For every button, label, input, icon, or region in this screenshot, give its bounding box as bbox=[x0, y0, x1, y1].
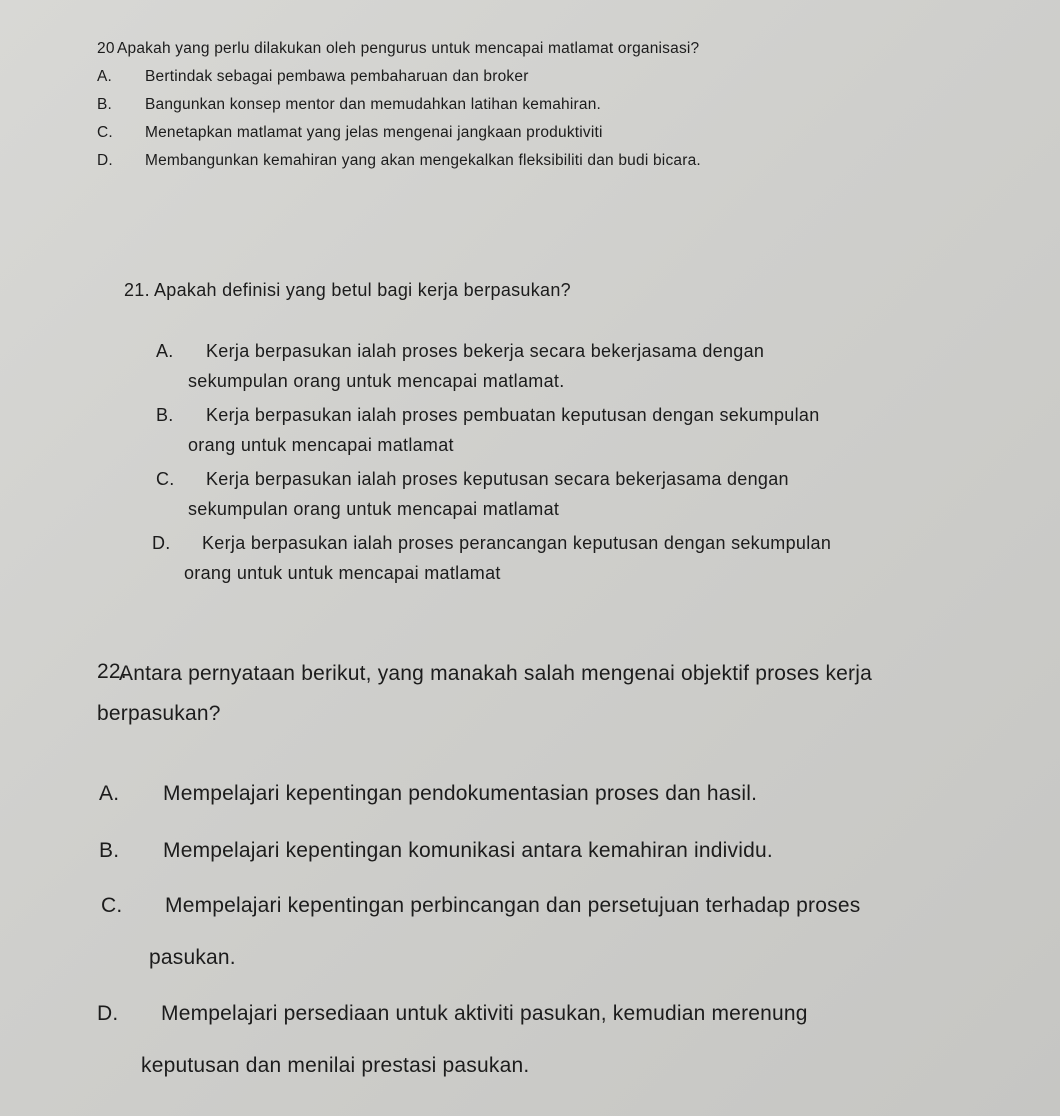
option-letter: B. bbox=[99, 839, 120, 862]
option-letter: A. bbox=[156, 341, 174, 361]
option-letter: C. bbox=[156, 469, 175, 489]
option-text-line2: orang untuk mencapai matlamat bbox=[188, 435, 454, 455]
question-text-line2: berpasukan? bbox=[97, 702, 221, 725]
option-text-line2: keputusan dan menilai prestasi pasukan. bbox=[141, 1054, 530, 1077]
option-text-line2: pasukan. bbox=[149, 946, 236, 969]
option-text: Bertindak sebagai pembawa pembaharuan dan broker bbox=[145, 68, 529, 85]
option-letter: D. bbox=[97, 152, 113, 169]
option-text-line1: Kerja berpasukan ialah proses keputusan secara bekerjasama dengan bbox=[206, 469, 789, 489]
option-text-line1: Kerja berpasukan ialah proses pembuatan keputusan dengan sekumpulan bbox=[206, 405, 820, 425]
option-letter: D. bbox=[97, 1002, 119, 1025]
option-text: Mempelajari kepentingan pendokumentasian proses dan hasil. bbox=[163, 782, 758, 805]
option-text-line2: sekumpulan orang untuk mencapai matlamat. bbox=[188, 371, 565, 391]
option-text-line1: Kerja berpasukan ialah proses perancangan keputusan dengan sekumpulan bbox=[202, 533, 832, 553]
option-text: Bangunkan konsep mentor dan memudahkan latihan kemahiran. bbox=[145, 96, 602, 113]
option-letter: C. bbox=[101, 894, 123, 917]
option-text-line2: sekumpulan orang untuk mencapai matlamat bbox=[188, 499, 560, 519]
option-text-line1: Mempelajari persediaan untuk aktiviti pasukan, kemudian merenung bbox=[161, 1002, 808, 1025]
option-text-line2: orang untuk untuk mencapai matlamat bbox=[184, 563, 501, 583]
option-text: Membangunkan kemahiran yang akan mengekalkan fleksibiliti dan budi bicara. bbox=[145, 152, 701, 169]
question-text: Apakah definisi yang betul bagi kerja berpasukan? bbox=[154, 280, 571, 300]
question-number: 21. bbox=[124, 280, 150, 300]
question-number: 20 bbox=[97, 40, 115, 57]
option-letter: A. bbox=[97, 68, 113, 85]
option-letter: C. bbox=[97, 124, 113, 141]
option-letter: A. bbox=[99, 782, 120, 805]
option-letter: B. bbox=[156, 405, 174, 425]
option-text-line1: Mempelajari kepentingan perbincangan dan persetujuan terhadap proses bbox=[165, 894, 861, 917]
question-text-line1: Antara pernyataan berikut, yang manakah salah mengenai objektif proses kerja bbox=[119, 662, 872, 685]
question-number: 22. bbox=[97, 660, 127, 683]
option-letter: D. bbox=[152, 533, 171, 553]
option-text: Menetapkan matlamat yang jelas mengenai jangkaan produktiviti bbox=[145, 124, 603, 141]
question-text: Apakah yang perlu dilakukan oleh pengurus untuk mencapai matlamat organisasi? bbox=[117, 40, 700, 57]
option-text-line1: Kerja berpasukan ialah proses bekerja secara bekerjasama dengan bbox=[206, 341, 765, 361]
option-text: Mempelajari kepentingan komunikasi antara kemahiran individu. bbox=[163, 839, 773, 862]
option-letter: B. bbox=[97, 96, 113, 113]
